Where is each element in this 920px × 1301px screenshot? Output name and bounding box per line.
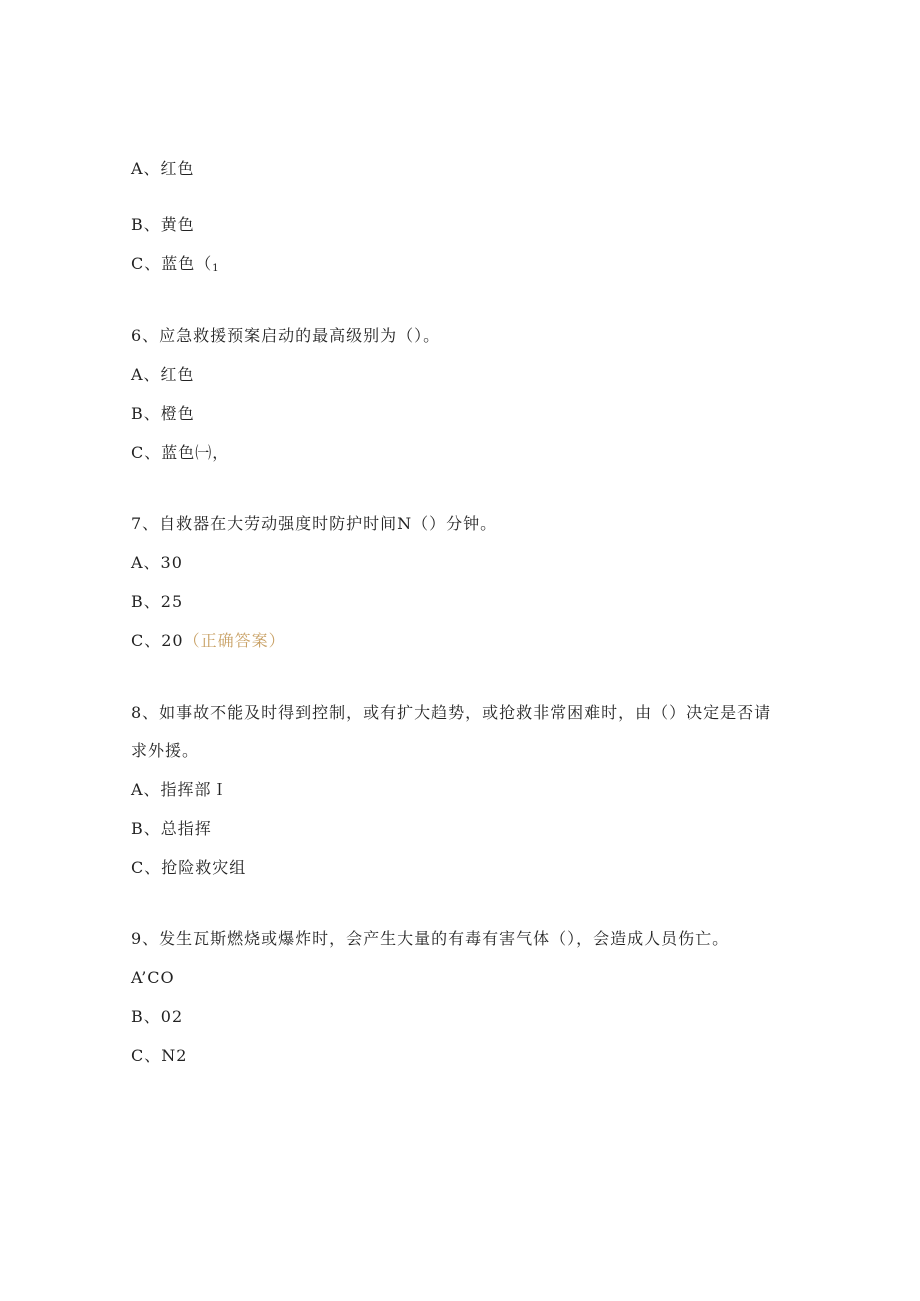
q7-option-b: B、25 (131, 592, 184, 611)
q7-option-c-text: C、20 (131, 631, 184, 650)
q5-option-c (131, 253, 220, 280)
q6-option-b: B、橙色 (131, 404, 195, 423)
q9-option-a: A’CO (131, 968, 175, 987)
q6-question: 6、应急救援预案启动的最高级别为（）。 (131, 326, 441, 345)
q8-option-a: A、指挥部Ｉ (131, 780, 229, 799)
q5-option-c-text: C、蓝色（ (131, 254, 213, 273)
q8-option-b: B、总指挥 (131, 819, 212, 838)
q7-option-a: A、30 (131, 553, 183, 572)
q5-option-b: B、黄色 (131, 215, 195, 234)
q8-option-c: C、抢险救灾组 (131, 858, 247, 877)
q7-question: 7、自救器在大劳动强度时防护时间N（）分钟。 (131, 514, 498, 533)
q7-option-c (131, 630, 286, 652)
q8-question-line1: 8、如事故不能及时得到控制，或有扩大趋势，或抢救非常困难时，由（）决定是否请 (131, 703, 772, 722)
q9-option-b: B、02 (131, 1007, 184, 1026)
q5-option-c-mark: 1 (212, 263, 220, 274)
q9-option-c: C、N2 (131, 1046, 188, 1065)
q6-option-a: A、红色 (131, 365, 195, 384)
q6-option-c: C、蓝色㈠， (131, 443, 230, 462)
q9-question: 9、发生瓦斯燃烧或爆炸时，会产生大量的有毒有害气体（），会造成人员伤亡。 (131, 929, 730, 948)
q8-question-line2: 求外援。 (131, 741, 200, 760)
q5-option-a: A、红色 (131, 159, 195, 178)
q7-correct-answer-label: （正确答案） (183, 631, 286, 650)
